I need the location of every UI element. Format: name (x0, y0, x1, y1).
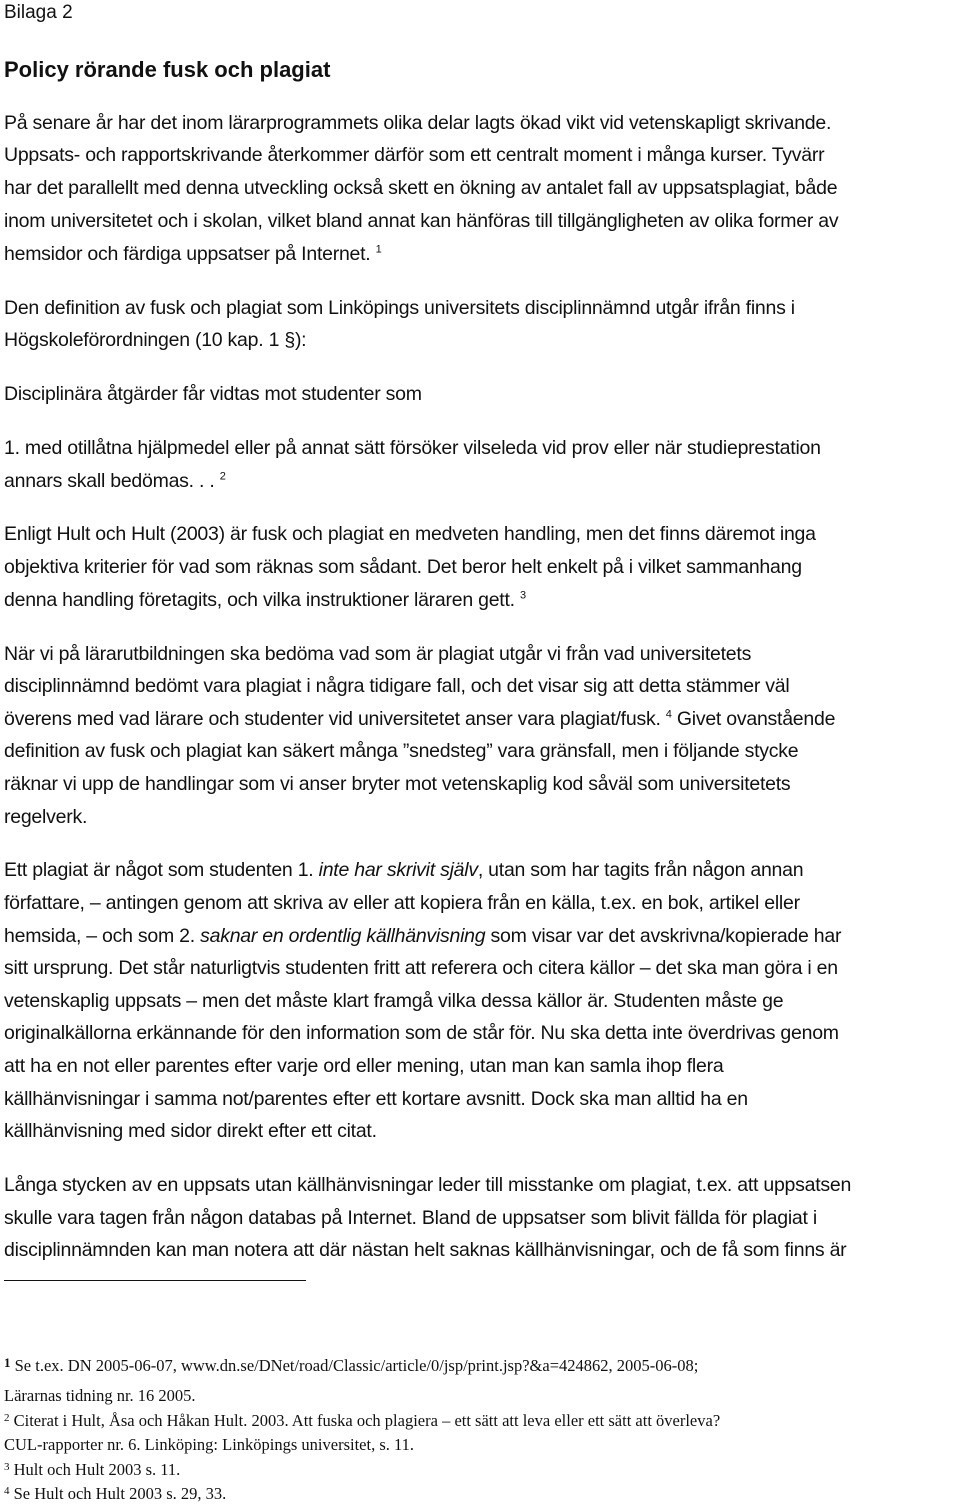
footnote-ref: 3 (520, 589, 526, 602)
footnote-1-cont: Lärarnas tidning nr. 16 2005. (4, 1386, 196, 1405)
p1-line: har det parallellt med denna utveckling också skett en ökning av antalet fall av uppsatsplagiat, både (4, 177, 838, 199)
p1-line: inom universitetet och i skolan, vilket bland annat kan hänföras till tillgängligheten av olika former av (4, 210, 839, 232)
p8-line: disciplinnämnden kan man notera att där nästan helt saknas källhänvisningar, och de få som finns är (4, 1239, 847, 1261)
p7-line: att ha en not eller parentes efter varje ord eller mening, utan man kan samla ihop flera (4, 1055, 724, 1077)
emphasis: saknar en ordentlig källhänvisning (200, 925, 486, 947)
footnote-1: $^1$ Se t.ex. DN 2005-06-07, www.dn.se/DNet/road/Classic/article/0/jsp/print.jsp?&a=424862, 2005-06-08; (4, 1355, 699, 1375)
footnote-2-cont: CUL-rapporter nr. 6. Linköping: Linköpings universitet, s. 11. (4, 1435, 415, 1454)
p8-line: Långa stycken av en uppsats utan källhänvisningar leder till misstanke om plagiat, t.ex. att uppsatsen (4, 1174, 852, 1196)
p7-line: sitt ursprung. Det står naturligtvis studenten fritt att referera och citera källor – det ska man göra i en (4, 957, 838, 979)
p7-line: hemsida, – och som 2. saknar en ordentlig källhänvisning som visar var det avskrivna/kopierade har (4, 925, 842, 947)
p3-line: Disciplinära åtgärder får vidtas mot studenter som (4, 383, 422, 405)
p5-line: Enligt Hult och Hult (2003) är fusk och plagiat en medveten handling, men det finns däremot inga (4, 523, 816, 545)
p7-line: källhänvisningar i samma not/parentes efter ett kortare avsnitt. Dock ska man alltid ha en (4, 1088, 748, 1110)
p6-line: regelverk. (4, 806, 88, 828)
p5-line: denna handling företagits, och vilka instruktioner läraren gett. $^3$ (4, 589, 526, 611)
p7-line: originalkällorna erkännande för den information som de står för. Nu ska detta inte överdrivas genom (4, 1022, 839, 1044)
footnote-2: $^2$ Citerat i Hult, Åsa och Håkan Hult. 2003. Att fuska och plagiera – ett sätt att leva eller ett sätt att överleva? (4, 1411, 721, 1430)
p7-line: författare, – antingen genom att skriva av eller att kopiera från en källa, t.ex. en bok, artikel eller (4, 892, 800, 914)
p6-line: När vi på lärarutbildningen ska bedöma vad som är plagiat utgår vi från vad universitetets (4, 643, 752, 665)
p7-line: Ett plagiat är något som studenten 1. inte har skrivit själv, utan som har tagits från någon annan (4, 859, 804, 881)
p8-line: skulle vara tagen från någon databas på Internet. Bland de uppsatser som blivit fällda för plagiat i (4, 1207, 817, 1229)
p7-line: källhänvisning med sidor direkt efter ett citat. (4, 1120, 377, 1142)
p6-line: definition av fusk och plagiat kan säkert många ”snedsteg” vara gränsfall, men i följande stycke (4, 740, 799, 762)
footnote-ref: 1 (375, 243, 382, 256)
footnote-ref: 2 (219, 470, 226, 483)
p2-line: Högskoleförordningen (10 kap. 1 §): (4, 329, 307, 351)
p6-line: överens med vad lärare och studenter vid universitetet anser vara plagiat/fusk. $^4$ Givet ovanstående (4, 708, 836, 730)
p6-line: disciplinnämnd bedömt vara plagiat i några tidigare fall, och det visar sig att detta stämmer väl (4, 675, 790, 697)
p6-line: räknar vi upp de handlingar som vi anser bryter mot vetenskaplig kod såväl som universitetets (4, 773, 791, 795)
page-title: Policy rörande fusk och plagiat (4, 57, 331, 82)
footnote-3: $^3$ Hult och Hult 2003 s. 11. (4, 1460, 181, 1479)
p4-line: annars skall bedömas. . . $^2$ (4, 470, 226, 492)
emphasis: inte har skrivit själv (318, 859, 478, 881)
p4-line: 1. med otillåtna hjälpmedel eller på annat sätt försöker vilseleda vid prov eller när studieprestation (4, 437, 821, 459)
appendix-label: Bilaga 2 (4, 2, 73, 23)
p2-line: Den definition av fusk och plagiat som Linköpings universitets disciplinnämnd utgår ifrån finns i (4, 297, 795, 319)
p7-line: vetenskaplig uppsats – men det måste klart framgå vilka dessa källor är. Studenten måste ge (4, 990, 784, 1012)
footnote-ref: 4 (665, 708, 672, 721)
footnote-separator (4, 1280, 306, 1281)
p1-line: På senare år har det inom lärarprogrammets olika delar lagts ökad vikt vid vetenskapligt skrivande. (4, 112, 832, 134)
p1-line: Uppsats- och rapportskrivande återkommer därför som ett centralt moment i många kurser. Tyvärr (4, 144, 825, 166)
p5-line: objektiva kriterier för vad som räknas som sådant. Det beror helt enkelt på i vilket sammanhang (4, 556, 802, 578)
footnote-4: $^4$ Se Hult och Hult 2003 s. 29, 33. (4, 1484, 227, 1503)
p1-line: hemsidor och färdiga uppsatser på Internet. $^1$ (4, 243, 382, 265)
